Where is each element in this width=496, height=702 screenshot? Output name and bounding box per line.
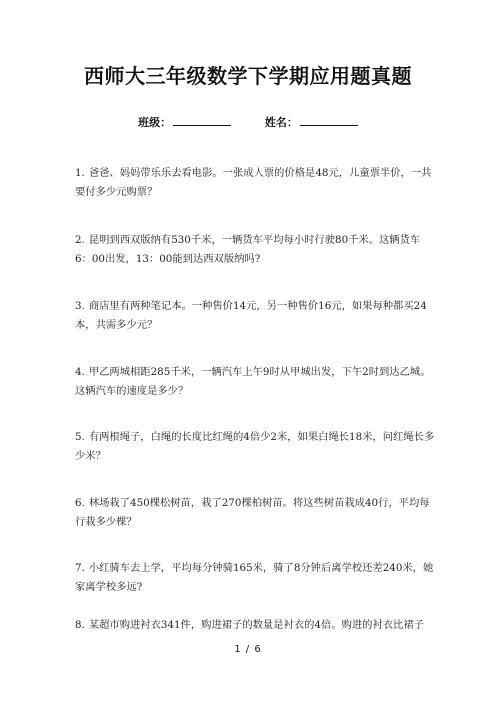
- question-text: 某超市购进衬衣341件，购进裙子的数量是衬衣的4倍。购进的衬衣比裙子: [88, 619, 424, 631]
- question-text: 昆明到西双版纳有530千米，一辆货车平均每小时行驶80千米。这辆货车6：00出发，13：00能到达西双版纳吗?: [75, 234, 421, 265]
- question-number: 4.: [75, 366, 85, 378]
- student-info-line: [0, 114, 496, 130]
- question-3: [75, 297, 435, 335]
- question-number: 8.: [75, 619, 85, 631]
- question-8: [75, 616, 435, 635]
- question-text: 甲乙两城相距285千米，一辆汽车上午9时从甲城出发，下午2时到达乙城。这辆汽车的速度是多少？: [75, 366, 431, 397]
- question-text: 小红骑车去上学，平均每分钟骑165米，骑了8分钟后离学校还差240米，她家离学校多远?: [75, 562, 434, 593]
- question-1: [75, 164, 435, 202]
- question-2: [75, 231, 435, 269]
- class-blank: [173, 116, 231, 126]
- question-number: 3.: [75, 300, 85, 312]
- class-field: [138, 114, 231, 130]
- question-text: 商店里有两种笔记本。一种售价14元，另一种售价16元，如果每种都买24本，共需多少元？: [75, 300, 427, 331]
- name-field: [265, 114, 358, 130]
- document-title: 西师大三年级数学下学期应用题真题: [84, 64, 412, 88]
- question-4: [75, 363, 435, 401]
- question-text: 林场栽了450棵松树苗，栽了270棵柏树苗。将这些树苗栽成40行，平均每行栽多少棵？: [75, 497, 430, 528]
- question-6: [75, 494, 435, 532]
- question-7: [75, 559, 435, 597]
- name-blank: [300, 116, 358, 126]
- question-number: 5.: [75, 431, 85, 443]
- question-number: 2.: [75, 234, 85, 246]
- question-text: 爸爸、妈妈带乐乐去看电影。一张成人票的价格是48元，儿童票半价，一共要付多少元购票？: [75, 167, 432, 198]
- question-text: 有两根绳子，白绳的长度比红绳的4倍少2米，如果白绳长18米，问红绳长多少米？: [75, 431, 435, 462]
- class-label: 班级：: [138, 116, 172, 129]
- question-5: [75, 428, 435, 466]
- question-number: 6.: [75, 497, 85, 509]
- question-number: 7.: [75, 562, 85, 574]
- question-number: 1.: [75, 167, 85, 179]
- page-indicator: 1 / 6: [234, 644, 262, 655]
- name-label: 姓名：: [264, 116, 298, 129]
